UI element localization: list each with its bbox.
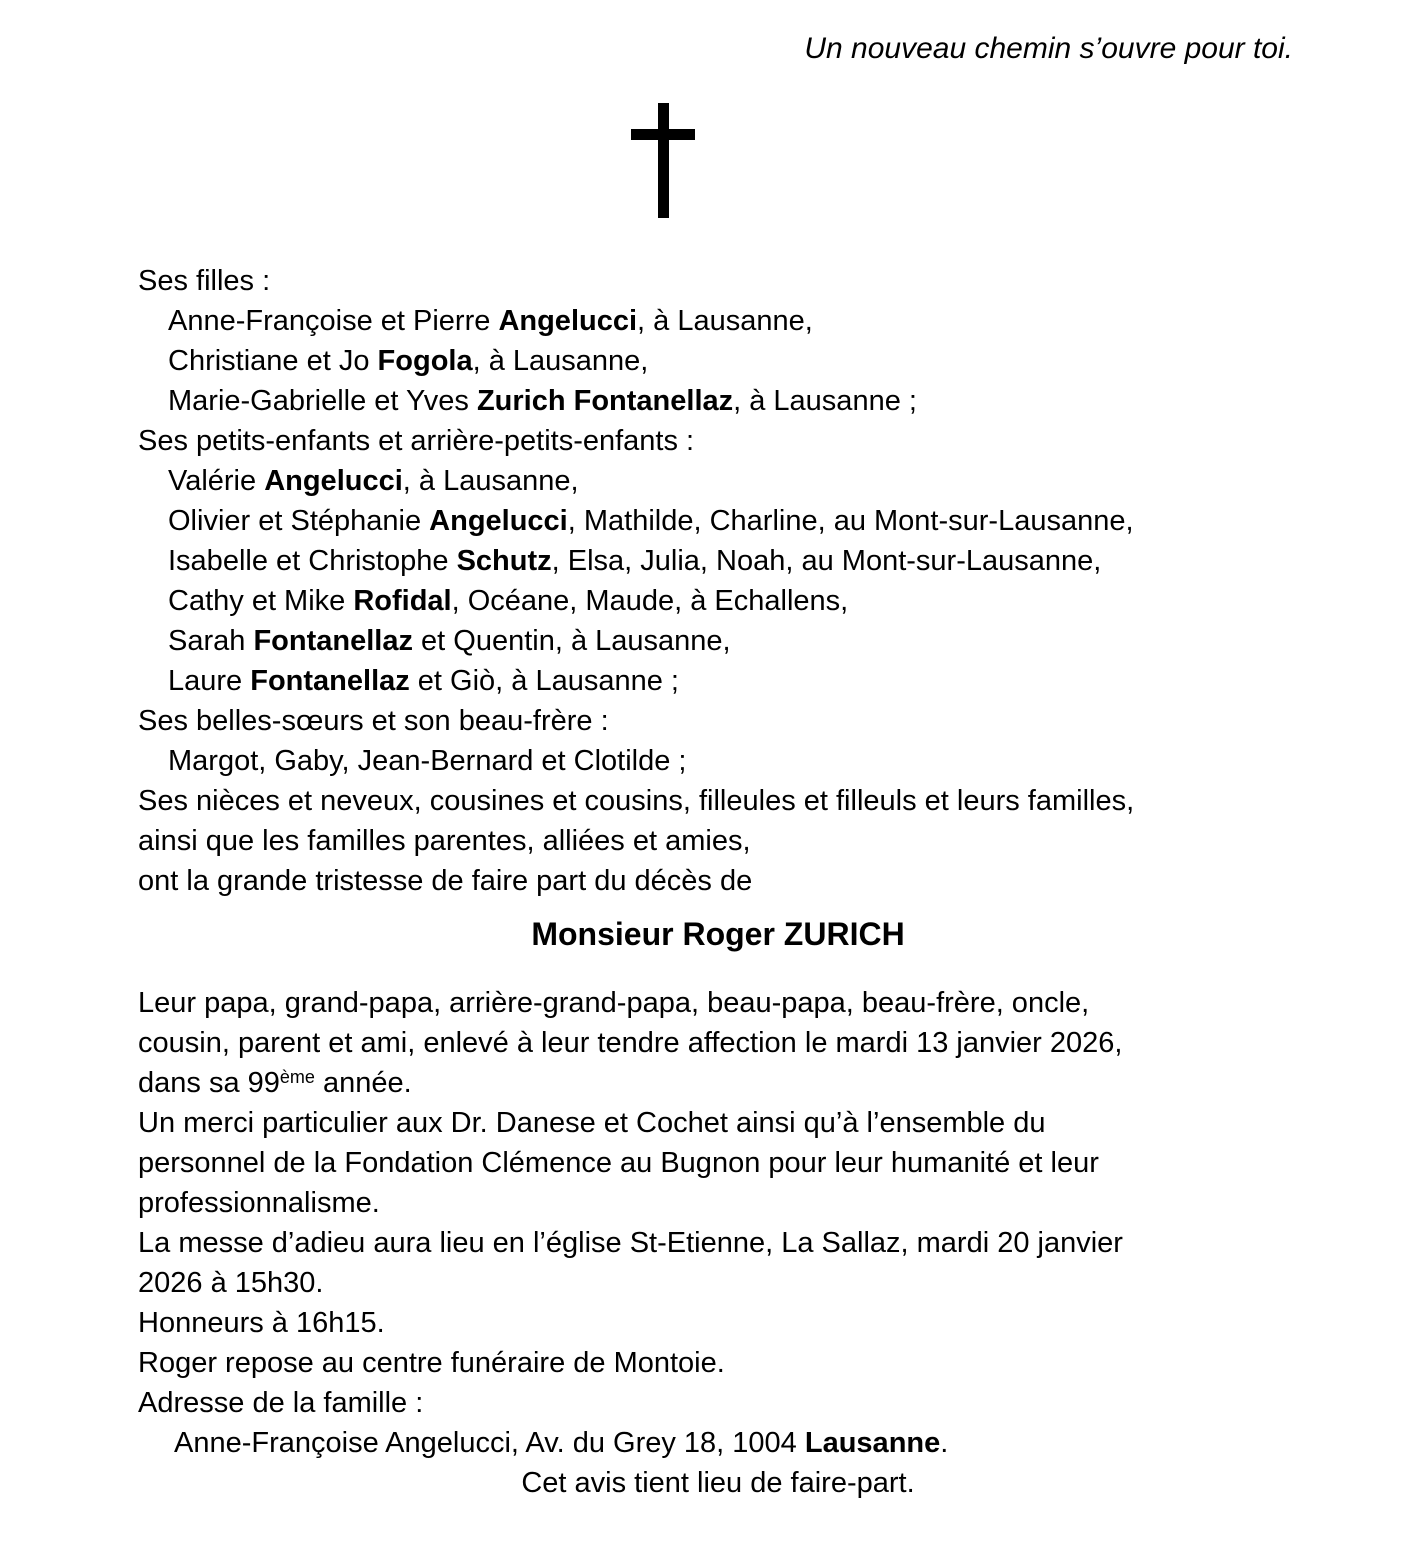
epigraph-quote: Un nouveau chemin s’ouvre pour toi. xyxy=(804,32,1293,65)
text-line: Cathy et Mike Rofidal, Océane, Maude, à Echallens, xyxy=(168,585,849,617)
text-line: Laure Fontanellaz et Giò, à Lausanne ; xyxy=(168,665,679,697)
cross-icon xyxy=(631,103,695,218)
family-section xyxy=(138,261,1298,901)
text-line: Roger repose au centre funéraire de Montoie. xyxy=(138,1347,725,1379)
text-line: 2026 à 15h30. xyxy=(138,1267,324,1299)
text-line: Cet avis tient lieu de faire-part. xyxy=(521,1467,915,1499)
text-line: personnel de la Fondation Clémence au Bugnon pour leur humanité et leur xyxy=(138,1147,1099,1179)
text-line: Marie-Gabrielle et Yves Zurich Fontanellaz, à Lausanne ; xyxy=(168,385,917,417)
cross-horizontal-bar xyxy=(631,129,695,140)
text-line: cousin, parent et ami, enlevé à leur tendre affection le mardi 13 janvier 2026, xyxy=(138,1027,1123,1059)
deceased-name-title: Monsieur Roger ZURICH xyxy=(531,916,905,952)
text-line: Ses filles : xyxy=(138,265,271,297)
text-line: Anne-Françoise Angelucci, Av. du Grey 18, 1004 Lausanne. xyxy=(174,1427,949,1459)
text-line: Anne-Françoise et Pierre Angelucci, à Lausanne, xyxy=(168,305,813,337)
text-line: professionnalisme. xyxy=(138,1187,380,1219)
text-line: Sarah Fontanellaz et Quentin, à Lausanne, xyxy=(168,625,731,657)
text-line: Ses nièces et neveux, cousines et cousins, filleules et filleuls et leurs familles, xyxy=(138,785,1135,817)
text-line: Ses belles-sœurs et son beau-frère : xyxy=(138,705,609,737)
text-line: dans sa 99ème année. xyxy=(138,1067,412,1099)
text-line: ont la grande tristesse de faire part du décès de xyxy=(138,865,753,897)
cross-vertical-bar xyxy=(658,103,669,218)
text-line: Olivier et Stéphanie Angelucci, Mathilde, Charline, au Mont-sur-Lausanne, xyxy=(168,505,1134,537)
text-line: Un merci particulier aux Dr. Danese et Cochet ainsi qu’à l’ensemble du xyxy=(138,1107,1046,1139)
text-line: ainsi que les familles parentes, alliées et amies, xyxy=(138,825,751,857)
text-line: Honneurs à 16h15. xyxy=(138,1307,385,1339)
text-line: Valérie Angelucci, à Lausanne, xyxy=(168,465,579,497)
text-line: Adresse de la famille : xyxy=(138,1387,424,1419)
text-line: Ses petits-enfants et arrière-petits-enfants : xyxy=(138,425,695,457)
obituary-body xyxy=(138,261,1298,1503)
text-line: Margot, Gaby, Jean-Bernard et Clotilde ; xyxy=(168,745,687,777)
text-line: Leur papa, grand-papa, arrière-grand-papa, beau-papa, beau-frère, oncle, xyxy=(138,987,1090,1019)
text-line: Christiane et Jo Fogola, à Lausanne, xyxy=(168,345,649,377)
text-line: La messe d’adieu aura lieu en l’église St-Etienne, La Sallaz, mardi 20 janvier xyxy=(138,1227,1123,1259)
text-line: Isabelle et Christophe Schutz, Elsa, Julia, Noah, au Mont-sur-Lausanne, xyxy=(168,545,1102,577)
details-section xyxy=(138,983,1298,1503)
